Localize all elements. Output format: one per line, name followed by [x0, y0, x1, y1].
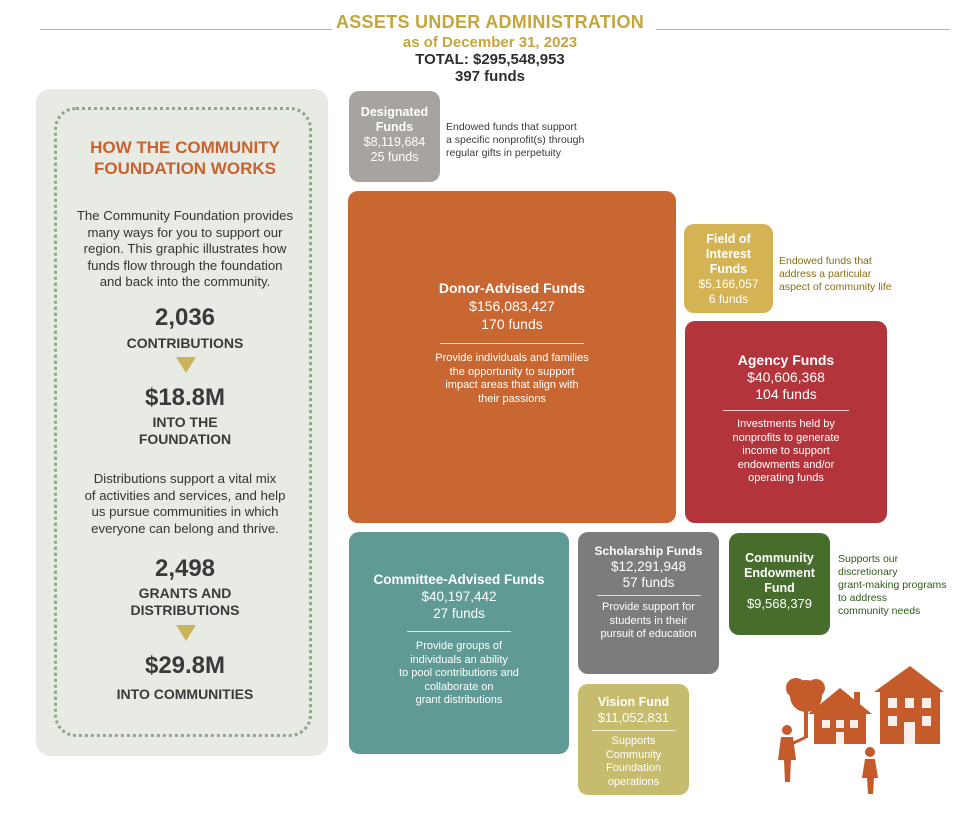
vision-description [578, 735, 689, 789]
how-it-works-heading [60, 137, 310, 179]
field-of-interest-title-line-1: Field of [706, 232, 751, 246]
agency-divider [723, 410, 849, 411]
description-line: to pool contributions and [399, 667, 519, 679]
description-line: nonprofits to generate [732, 431, 840, 444]
designated-title-line-2: Funds [375, 120, 414, 134]
committee-advised-funds-box [349, 532, 569, 754]
scholarship-funds-box [578, 532, 719, 674]
committee-advised-count: 27 funds [433, 606, 485, 621]
description-line: their passions [478, 392, 546, 405]
header-title: ASSETS UNDER ADMINISTRATION [335, 12, 645, 32]
grants-label [60, 585, 310, 619]
committee-advised-title: Committee-Advised Funds [373, 572, 545, 587]
into-communities-amount: $29.8M [144, 652, 226, 679]
distributions-line: us pursue communities in which [91, 504, 279, 519]
description-line: Supports our [838, 553, 899, 565]
intro-line: many ways for you to support our [87, 224, 283, 240]
description-line: Supports [611, 735, 656, 747]
agency-amount: $40,606,368 [747, 369, 825, 385]
donor-advised-title: Donor-Advised Funds [438, 280, 586, 296]
donor-advised-count: 170 funds [481, 316, 543, 332]
scholarship-count: 57 funds [622, 575, 675, 590]
description-line: Endowed funds that support [446, 121, 577, 133]
description-line: a specific nonprofit(s) through [446, 134, 585, 146]
description-line: students in their [609, 614, 688, 627]
vision-title: Vision Fund [597, 695, 670, 709]
community-endowment-description [838, 553, 947, 618]
community-endowment-title-line-2: Endowment [744, 566, 815, 580]
agency-title: Agency Funds [737, 352, 835, 368]
field-of-interest-description [779, 255, 892, 294]
description-line: operations [607, 775, 660, 788]
field-of-interest-funds-box [684, 224, 773, 313]
header-total: TOTAL: $295,548,953 [415, 51, 565, 68]
scholarship-divider [597, 595, 701, 596]
scholarship-amount: $12,291,948 [610, 559, 687, 574]
description-line: Provide groups of [415, 640, 503, 652]
description-line: Provide individuals and families [435, 352, 589, 364]
person-icon [862, 747, 878, 794]
flow-arrow-down-icon [176, 625, 196, 641]
donor-advised-amount: $156,083,427 [469, 298, 555, 314]
field-of-interest-title-line-3: Funds [709, 262, 748, 276]
description-line: impact areas that align with [445, 379, 579, 391]
vision-fund-box [578, 684, 689, 795]
grants-label-line-2: DISTRIBUTIONS [130, 602, 240, 618]
designated-title-line-1: Designated [360, 105, 429, 119]
community-endowment-fund-box [729, 533, 830, 635]
designated-description [446, 121, 584, 160]
designated-funds-box [349, 91, 440, 182]
committee-advised-divider [407, 631, 511, 632]
intro-line: and back into the community. [99, 274, 271, 289]
description-line: Foundation [605, 762, 662, 774]
description-line: address a particular [779, 268, 872, 280]
description-line: pursuit of education [600, 628, 697, 640]
intro-line: region. This graphic illustrates how [83, 241, 287, 256]
donor-advised-divider [440, 343, 584, 344]
header-fund-count: 397 funds [454, 68, 526, 85]
community-endowment-title-line-1: Community [745, 551, 814, 565]
designated-amount: $8,119,684 [363, 135, 426, 149]
grants-label-line-1: GRANTS AND [138, 585, 232, 601]
donor-advised-description [348, 352, 676, 406]
distributions-paragraph [58, 471, 312, 537]
description-line: collaborate on [424, 680, 494, 693]
committee-advised-amount: $40,197,442 [421, 589, 497, 604]
description-line: endowments and/or [737, 458, 835, 471]
into-foundation-line-2: FOUNDATION [138, 431, 232, 447]
vision-amount: $11,052,831 [597, 710, 670, 725]
into-foundation-amount: $18.8M [144, 384, 226, 411]
community-houses-illustration [772, 664, 948, 798]
field-of-interest-amount: $5,166,057 [698, 277, 759, 291]
description-line: Provide support for [602, 601, 695, 613]
intro-paragraph [58, 208, 312, 291]
distributions-line: of activities and services, and help [84, 487, 286, 503]
agency-funds-box [685, 321, 887, 523]
description-line: Community [605, 748, 662, 761]
flow-arrow-down-icon [176, 357, 196, 373]
heading-line-1: HOW THE COMMUNITY [90, 138, 280, 157]
contributions-count: 2,036 [154, 304, 216, 331]
intro-line: funds flow through the foundation [87, 257, 283, 273]
header-subtitle: as of December 31, 2023 [402, 34, 578, 51]
description-line: community needs [838, 605, 921, 617]
description-line: individuals an ability [410, 653, 508, 666]
distributions-line: Distributions support a vital mix [93, 471, 277, 486]
description-line: Endowed funds that [779, 255, 872, 267]
agency-count: 104 funds [755, 386, 817, 402]
description-line: the opportunity to support [449, 365, 575, 378]
intro-line: The Community Foundation provides [76, 208, 294, 223]
field-of-interest-title-line-2: Interest [705, 247, 752, 261]
description-line: to address [838, 592, 888, 604]
description-line: grant-making programs [838, 579, 947, 591]
grants-count: 2,498 [154, 555, 216, 582]
description-line: grant distributions [415, 694, 503, 706]
contributions-label: CONTRIBUTIONS [126, 335, 244, 351]
community-endowment-title-line-3: Fund [764, 581, 795, 595]
community-endowment-amount: $9,568,379 [746, 596, 813, 611]
into-foundation-label [60, 414, 310, 448]
person-icon [778, 725, 806, 782]
description-line: operating funds [748, 472, 824, 484]
description-line: aspect of community life [779, 281, 892, 293]
distributions-line: everyone can belong and thrive. [91, 520, 279, 536]
vision-divider [592, 730, 676, 731]
field-of-interest-count: 6 funds [708, 292, 749, 306]
description-line: regular gifts in perpetuity [446, 147, 561, 159]
into-communities-label: INTO COMMUNITIES [116, 686, 254, 702]
agency-description [685, 418, 887, 486]
donor-advised-funds-box [348, 191, 676, 523]
description-line: Investments held by [737, 418, 835, 430]
into-foundation-line-1: INTO THE [152, 414, 218, 430]
scholarship-title: Scholarship Funds [594, 544, 703, 558]
description-line: income to support [742, 445, 830, 457]
description-line: discretionary [838, 566, 898, 578]
committee-advised-description [349, 640, 569, 708]
designated-count: 25 funds [370, 150, 419, 164]
scholarship-description [578, 601, 719, 642]
heading-line-2: FOUNDATION WORKS [94, 159, 276, 178]
